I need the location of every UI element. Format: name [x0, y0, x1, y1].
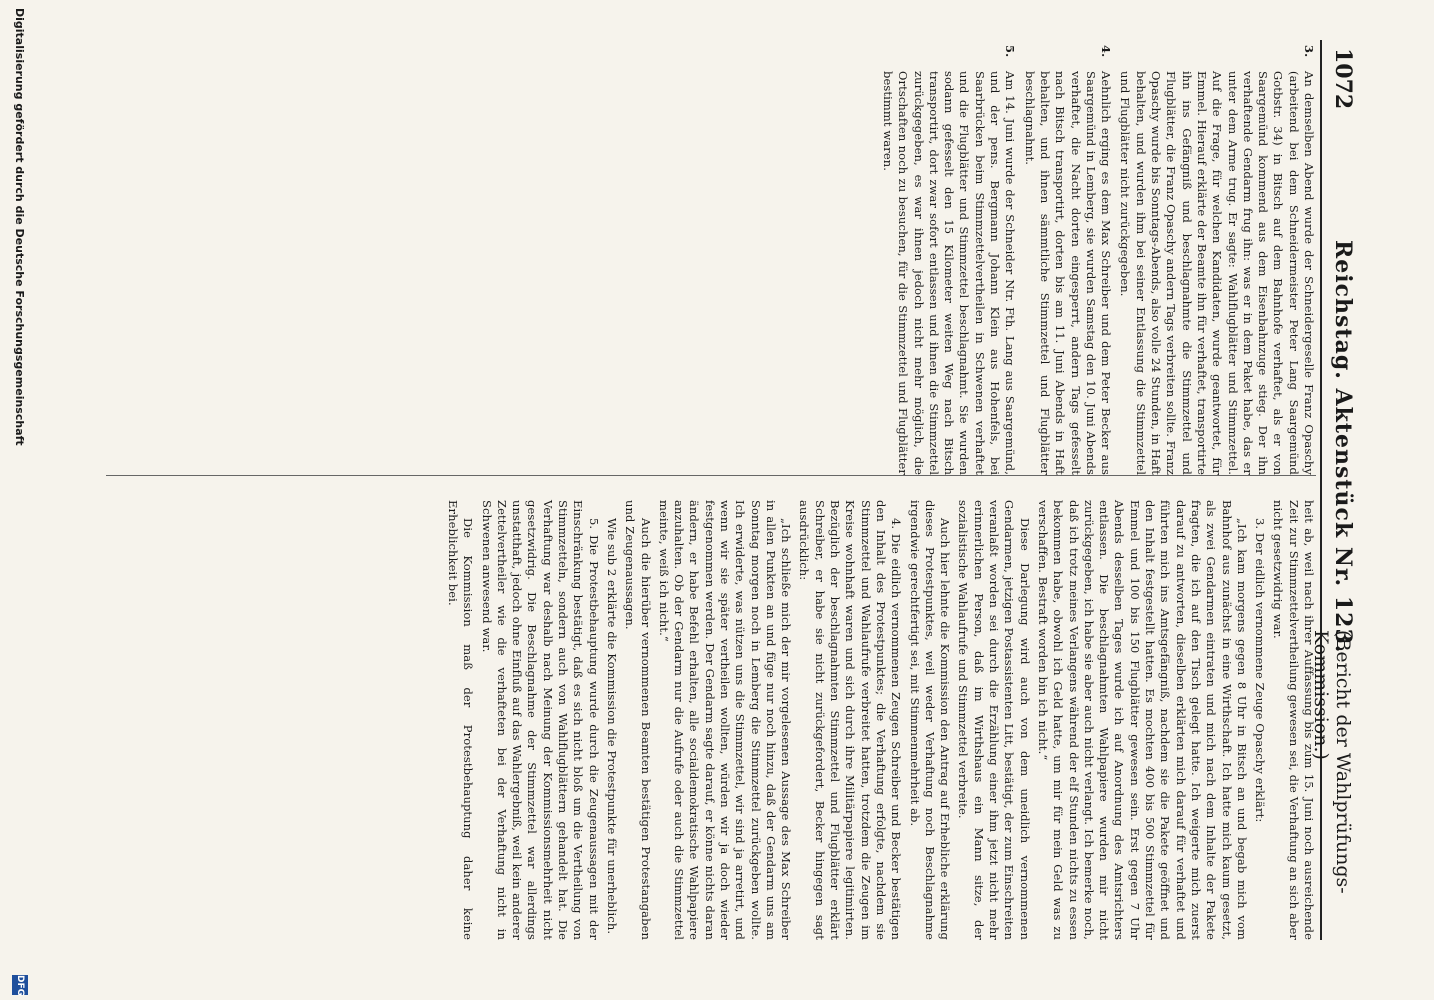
point-number: 4. — [1099, 45, 1114, 58]
paragraph: Auch hier lehnte die Kommission den Antrag auf Erhebliche erklärung dieses Protestpunktes, weil weder Verhaftung noch Beschlagnahme irgendwie gerechtfertigt sei, mit Stimmenmehrheit ab. — [907, 500, 953, 940]
paragraph: Diese Darlegung wird auch von dem uneidlich vernommenen Gendarmen, jetzigen Postassistenten Litt, bestätigt, der zum Einschreiten veranlaßt worden sei durch die Erzählung einer ihm jetzt nicht mehr erinnerlichen Person, daß im Wirthshaus ein Mann sitze, der sozialistische Wahlaufrufe und Stimmzettel verbreite. — [956, 500, 1032, 940]
paragraph: Auch die hierüber vernommenen Beamten bestätigen Protestangaben und Zeugenaussagen. — [623, 500, 653, 940]
dfg-logo: DFG — [12, 975, 28, 995]
running-title: Reichstag. Aktenstück Nr. 123. — [1330, 240, 1356, 654]
right-column — [442, 500, 1316, 940]
report-subtitle: (Bericht der Wahlprüfungs-Kommission.) — [1310, 630, 1354, 894]
paragraph: heit ab, weil nach ihrer Auffassung bis zum 15. Juni noch ausreichende Zeit zur Stimmzettelvertheilung gewesen sei, die Verhaftung an sich aber nicht gesetzwidrig war. — [1271, 500, 1316, 940]
point-text: Aehnlich erging es dem Max Schreiber und dem Peter Becker aus Saargemünd in Lemberg, sie wurden Samstag den 10. Juni Abends verhaftet, die Nacht dorten eingesperrt, andern Tags gefesselt nach Bitsch transportirt, dorten bis am 11. Juni Abends in Haft behalten, und ihnen sämmtliche Stimmzettel und Flugblätter beschlagnahmt. — [1022, 71, 1114, 475]
point-text: An demselben Abend wurde der Schneidergeselle Franz Opaschy (arbeitend bei dem Schneidermeister Peter Lang Saargemünd Gotbstr. 34) in Bitsch auf dem Bahnhofe verhaftet, als er von Saargemünd kommend aus dem Eisenbahnzuge stieg. Der ihn verhaftende Gendarm frug ihn: was er in dem Paket habe, das er unter dem Arme trug. Er sagte: Wahlflugblätter und Stimmzettel. Auf die Frage, für welchen Kandidaten, wurde geantwortet, für Emmel. Hierauf erklärte der Beamte ihn für verhaftet, transportirte ihn ins Gefängniß und beschlagnahmte die Stimmzettel und Flugblätter, die Franz Opaschy andern Tags verbreiten sollte. Franz Opaschy wurde bis Sonntags-Abends, also volle 24 Stunden, in Haft behalten, und wurden ihm bei seiner Entlassung die Stimmzettel und Flugblätter nicht zurückgegeben. — [1118, 71, 1316, 476]
paragraph: 5. Die Protestbehauptung wurde durch die Zeugenaussagen mit der Einschränkung bestätigt, daß es sich nicht bloß um die Vertheilung von Stimmzetteln, sondern auch von Wahlflugblättern gehandelt hat. Die Verhaftung war deshalb nach Meinung der Kommissionsmehrheit nicht gesetzwidrig. Die Beschlagnahme der Stimmzettel war allerdings unstatthaft, jedoch ohne Einfluß auf das Wahlergebniß, weil kein anderer Zettelvertheiler wie die verhafteten bei der Verhaftung nicht in Schwenen anwesend war. — [479, 500, 601, 940]
protest-point — [880, 45, 1018, 475]
page-header — [1310, 40, 1362, 940]
paragraph: Wie sub 2 erklärte die Kommission die Protestpunkte für unerheblich. — [604, 518, 619, 935]
point-number: 3. — [1302, 45, 1316, 58]
page-number: 1072 — [1330, 48, 1356, 110]
paragraph: „Ich schließe mich der mir vorgelesenen Aussage des Max Schreiber in allen Punkten an und füge nur noch hinzu, daß der Gendarm uns am Sonntag morgen noch in Lemberg die Stimmzettel zurückgeben wollte. Ich erwiderte, was nützen uns die Stimmzettel, wir sind ja arretirt, und wenn wir sie später vertheilen wollten, würden wir ja doch wieder festgenommen werden. Der Gendarm sagte darauf, er könne nichts daran ändern, er habe Befehl erhalten, alle socialdemokratische Wahlpapiere anzuhalten. Ob der Gendarm nur die Aufrufe oder auch die Stimmzettel meinte, weiß ich nicht.“ — [656, 500, 794, 940]
paragraph: 3. Der eidlich vernommene Zeuge Opaschy erklärt: — [1253, 518, 1268, 823]
column-divider — [106, 475, 1316, 476]
point-number: 5. — [1003, 45, 1018, 58]
paragraph: „Ich kam morgens gegen 8 Uhr in Bitsch an und begab mich vom Bahnhof aus zunächst in eine Wirthschaft. Ich hatte mich kaum gesetzt, als zwei Gendarmen eintraten und mich nach dem Inhalte der Pakete fragten, die ich auf den Tisch gelegt hatte. Ich weigerte mich zuerst darauf zu antworten, dieselben erklärten mich darauf für verhaftet und führten mich ins Amtsgefängniß, nachdem sie die Pakete geöffnet und den Inhalt festgestellt hatten. Es mochten 400 bis 500 Stimmzettel für Emmel und 100 bis 150 Flugblätter gewesen sein. Erst gegen 7 Uhr Abends desselben Tages wurde ich auf Anordnung des Amtsrichters entlassen. Die beschlagnahmten Wahlpapiere wurden mir nicht zurückgegeben, ich habe sie aber auch nicht verlangt. Ich bemerke noch, daß ich trotz meines Verlangens während der elf Stunden nichts zu essen bekommen habe, obwohl ich Geld hatte, um mir für mein Geld was zu verschaffen. Bestraft worden bin ich nicht.“ — [1035, 500, 1249, 940]
paragraph: 4. Die eidlich vernommenen Zeugen Schreiber und Becker bestätigen den Inhalt des Protestpunktes; die Verhaftung erfolgte, nachdem sie Stimmzettel und Wahlaufrufe verbreitet hatten, trotzdem die Zeugen im Kreise wohnhaft waren und sich durch ihre Militärpapiere legitimirten. Bezüglich der beschlagnahmten Stimmzettel und Flugblätter erklärt Schreiber, er habe sie nicht zurückgefordert, Becker hingegen sagt ausdrücklich: — [797, 500, 904, 940]
point-text: Am 14. Juni wurde der Schneider Ntr. Fth. Lang aus Saargemünd, und der pens. Bergmann Johann Klein aus Hohenfels, bei Saarbrücken beim Stimmzettelvertheilen in Schwenen verhaftet und die Flugblätter und Stimmzettel beschlagnahmt. Sie wurden sodann gefesselt den 15 Kilometer weiten Weg nach Bitsch transportirt, dort zwar sofort entlassen und ihnen die Stimmzettel zurückgegeben, es war ihnen jedoch nicht mehr möglich, die Ortschaften noch zu besuchen, für die Stimmzettel und Flugblätter bestimmt waren. — [880, 71, 1018, 475]
protest-point — [1117, 45, 1316, 475]
footer — [6, 0, 30, 1000]
digitization-credit: Digitalisierung gefördert durch die Deutsche Forschungsgemeinschaft — [13, 8, 26, 446]
left-column — [876, 45, 1316, 475]
protest-point — [1021, 45, 1113, 475]
paragraph: Die Kommission maß der Protestbehauptung daher keine Erheblichkeit bei. — [445, 500, 476, 940]
